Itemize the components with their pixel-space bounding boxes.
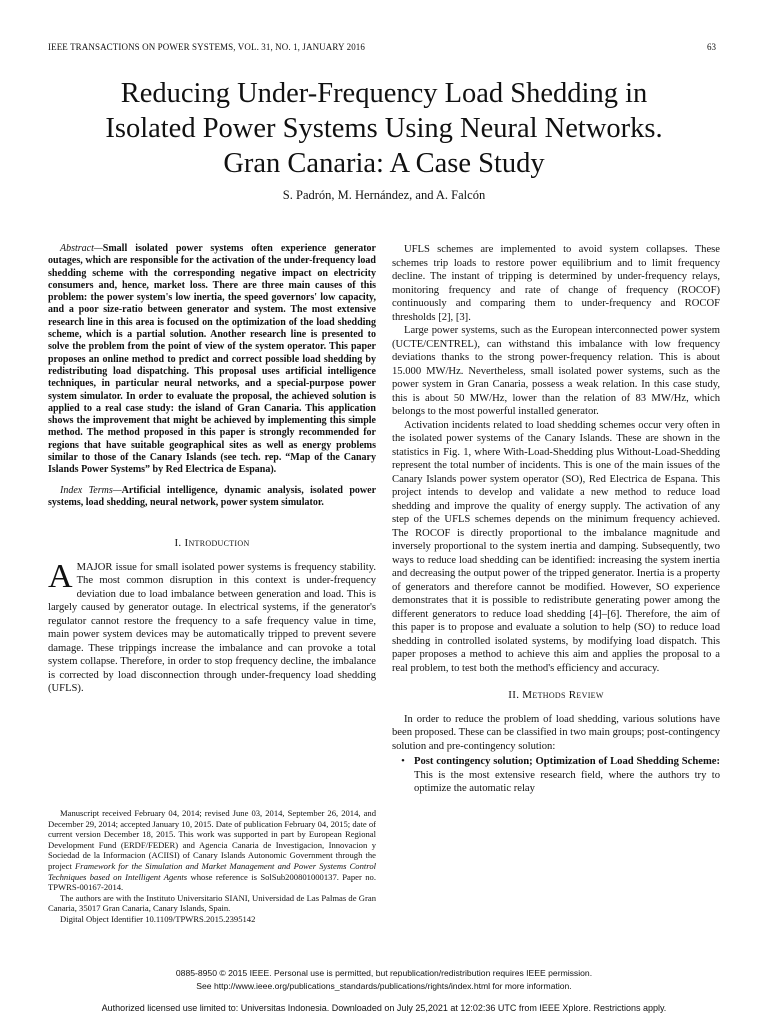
title-line-2: Isolated Power Systems Using Neural Networks. xyxy=(105,113,663,144)
left-column xyxy=(48,243,376,696)
index-terms-text: Artificial intelligence, dynamic analysis, isolated power systems, load shedding, neural network, power system simulator. xyxy=(48,484,377,508)
index-terms xyxy=(48,485,376,510)
affiliation-footnote: The authors are with the Instituto Universitario SIANI, Universidad de Las Palmas de Gran Canaria, 35017 Gran Canaria, Canary Islands, Spain. xyxy=(48,892,376,914)
footnotes xyxy=(48,808,376,925)
manuscript-footnote xyxy=(48,808,376,893)
body-paragraph: UFLS schemes are implemented to avoid system collapses. These schemes trip loads to restore power equilibrium and to limit frequency decline. The instant of tripping is determined by under-frequency relays, monitoring frequency and rate of change of frequency (ROCOF) continuously and comparing them to under-frequency and ROCOF thresholds [2], [3]. xyxy=(392,244,720,323)
list-item-text xyxy=(414,755,720,796)
introduction-paragraph xyxy=(48,557,376,696)
title-line-3: Gran Canaria: A Case Study xyxy=(223,148,545,179)
right-column xyxy=(392,243,720,796)
paper-title xyxy=(40,76,728,181)
footnote-text: Manuscript received February 04, 2014; revised June 03, 2014, September 26, 2014, and December 29, 2014; accepted January 10, 2015. Date of publication February 04, 2015; date of current version December 18, 2015. This work was supported in part by European Regional Development Fund (ERDF/FEDER) and Agencia Canaria de Investigacion, Innovacion y Sociedad de la Informacion (ACIISI) of Canary Islands Autonomic Government through the project xyxy=(48,808,376,871)
methods-paragraph: In order to reduce the problem of load shedding, various solutions have been proposed. These can be classified in two main groups; post-contingency solution and pre-contingency solution: xyxy=(392,713,720,752)
body-paragraph: Activation incidents related to load shedding schemes occur very often in the isolated power systems of the Canary Islands. These are shown in the statistics in Fig. 1, where With-Load-Shedding plus Without-Load-Shedding represent the total number of incidents. This is one of the main issues of the Canary Islands power system operator (SO), Red Electrica de Espana. This project intends to develop and validate a new method to reduce load shedding and improve the quality of energy supply. The activation of any step of the UFLS schemes depends on the minimum frequency achieved. The ROCOF is directly proportional to the imbalance magnitude and inversely proportional to the system inertia and damping. Subsequently, two ways to reduce load shedding can be identified: increasing the system inertia and decreasing the output power of the tripped generator. Inertia is a property of generators and therefore cannot be modified. However, SO experience demonstrates that it is possible to redistribute generating power among the different generators to reduce load shedding [4]–[6]. Therefore, the aim of this paper is to propose and evaluate a solution to help (SO) to reduce load shedding in controlled isolated systems, by modifying load dispatch. This paper proposes a method to achieve this aim and applies the proposal to a real problem, to test both the method's efficiency and accuracy. xyxy=(392,419,720,674)
lead-word: MAJOR xyxy=(76,561,113,573)
running-header xyxy=(48,42,716,54)
section-heading-introduction: I. Introduction xyxy=(174,537,250,550)
project-name: Framework for the Simulation and Market Management and Power Systems Control Techniques based on Intelligent Agents xyxy=(48,860,376,882)
list-item xyxy=(392,755,720,796)
license-notice: Authorized licensed use limited to: Universitas Indonesia. Downloaded on July 25,2021 at 12:02:36 UTC from IEEE Xplore. Restrictions apply. xyxy=(101,1003,667,1013)
section-heading-methods-review: II. Methods Review xyxy=(508,689,604,701)
abstract xyxy=(48,243,376,477)
page-number: 63 xyxy=(707,42,716,52)
body-paragraph: Large power systems, such as the European interconnected power system (UCTE/CENTREL), can withstand this imbalance with low frequency deviations thanks to the strong power-frequency relation. This is about 15.000 MW/Hz. Nevertheless, small isolated power systems, such as the power system in Gran Canaria, possess a weak relation. In this case study, this is about 50 MW/Hz, lower than the relation of 83 MW/Hz, which belongs to the most powerful installed generator. xyxy=(392,325,720,417)
journal-name: IEEE TRANSACTIONS ON POWER SYSTEMS, VOL. 31, NO. 1, JANUARY 2016 xyxy=(48,42,366,52)
introduction-text: issue for small isolated power systems is frequency stability. The most common disruption in this context is under-frequency deviation due to load imbalance between generation and load. This is largely caused by generator outage. In electrical systems, if the generator's regulator cannot restore the frequency to a safe frequency value in time, main power system devices may be automatically tripped to prevent severe damage. These trippings increase the imbalance and can provoke a total system collapse. Therefore, in order to stop frequency decline, the imbalance is corrected by load disconnection through under-frequency load shedding (UFLS). xyxy=(48,561,376,695)
bullet-icon: • xyxy=(401,756,405,767)
title-line-1: Reducing Under-Frequency Load Shedding in xyxy=(120,78,648,109)
footnote-text-end: whose reference is SolSub200801000137. Paper no. TPWRS-00167-2014. xyxy=(48,871,376,893)
doi-footnote: Digital Object Identifier 10.1109/TPWRS.2015.2395142 xyxy=(60,913,256,924)
copyright-notice xyxy=(0,967,768,992)
index-terms-label: Index Terms— xyxy=(60,484,122,496)
abstract-label: Abstract— xyxy=(60,243,103,254)
copyright-line-2: See http://www.ieee.org/publications_standards/publications/rights/index.html for more information. xyxy=(196,980,572,991)
list-item-body: This is the most extensive research field, where the authors try to optimize the automatic relay xyxy=(414,769,720,794)
author-list: S. Padrón, M. Hernández, and A. Falcón xyxy=(282,188,486,202)
abstract-text: Small isolated power systems often experience generator outages, which are responsible for the activation of the under-frequency load shedding scheme with the corresponding negative impact on electricity consumers and, hence, market loss. There are three main causes of this problem: the power system's low inertia, the speed governors' low capacity, and a poor size-ratio between generator and system. The most extensive research line in this area is focused on the optimization of the load shedding scheme, which is a partial solution. Another research line is presented to solve the problem from the point of view of the system operator. This paper proposes an online method to predict and correct possible load shedding by redistributing load dispatching. This proposal uses artificial intelligence techniques, in particular neural networks, and a special-purpose power system simulator. In order to evaluate the proposal, the achieved solution is applied to a real case study: the island of Gran Canaria. This application shows the improvement that might be achieved by implementing this simple method. The method proposed in this paper is strongly recommended for regions that have suitable geographical sites as well as energy problems similar to those of the Canary Islands (see tech. rep. “Map of the Canary Islands Power Systems” by Red Electrica de Espana). xyxy=(48,243,376,476)
list-item-heading: Post contingency solution; Optimization of Load Shedding Scheme: xyxy=(414,756,720,767)
drop-cap: A xyxy=(48,557,73,595)
copyright-line-1: 0885-8950 © 2015 IEEE. Personal use is permitted, but republication/redistribution requires IEEE permission. xyxy=(175,968,593,978)
